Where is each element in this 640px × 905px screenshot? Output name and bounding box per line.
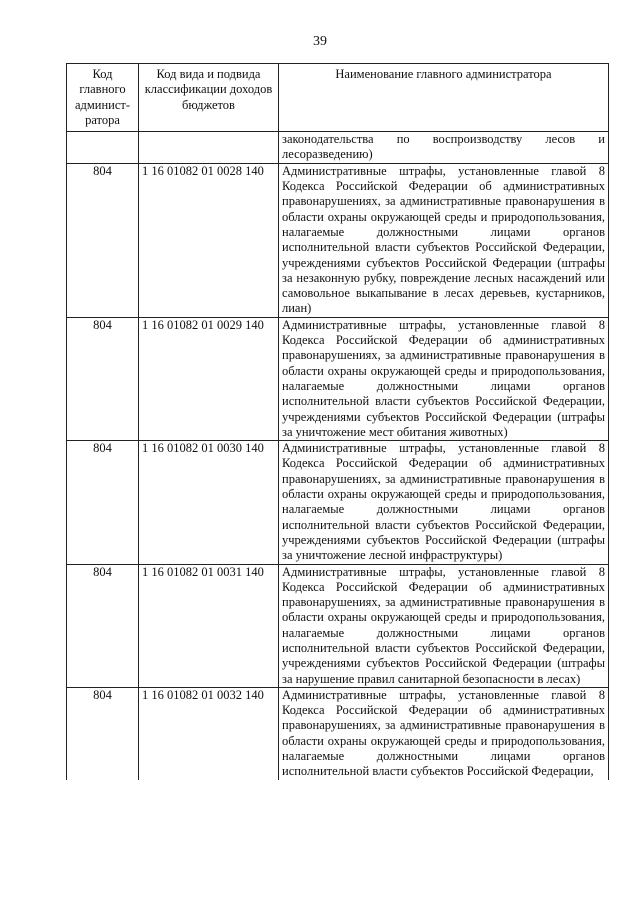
table-header-row: [67, 64, 609, 132]
header-admin-code: Код главного админист-ратора: [67, 64, 139, 132]
table-row: [67, 317, 609, 440]
admin-name-cell: Административные штрафы, установленные главой 8 Кодекса Российской Федерации об административных правонарушениях, за административные правонарушения в области охраны окружающей среды и природопользования, налагаемые должностными лицами органов исполнительной власти субъектов Российской Федерации, учреждениями субъектов Российской Федерации (штрафы за уничтожение лесной инфраструктуры): [279, 441, 609, 564]
revenue-code-cell: 1 16 01082 01 0032 140: [139, 687, 279, 779]
revenue-code-cell: 1 16 01082 01 0029 140: [139, 317, 279, 440]
revenue-code-cell: 1 16 01082 01 0031 140: [139, 564, 279, 687]
table-row: [67, 163, 609, 317]
header-admin-name: Наименование главного администратора: [279, 64, 609, 132]
admin-name-cell: Административные штрафы, установленные главой 8 Кодекса Российской Федерации об административных правонарушениях, за административные правонарушения в области охраны окружающей среды и природопользования, налагаемые должностными лицами органов исполнительной власти субъектов Российской Федерации, учреждениями субъектов Российской Федерации (штрафы за нарушение правил санитарной безопасности в лесах): [279, 564, 609, 687]
revenue-classification-table: [66, 63, 609, 780]
table-row: [67, 441, 609, 564]
admin-code-cell: [67, 132, 139, 164]
table-row: [67, 132, 609, 164]
admin-code-cell: 804: [67, 564, 139, 687]
revenue-code-cell: 1 16 01082 01 0028 140: [139, 163, 279, 317]
revenue-code-cell: [139, 132, 279, 164]
admin-code-cell: 804: [67, 317, 139, 440]
admin-code-cell: 804: [67, 163, 139, 317]
admin-code-cell: 804: [67, 441, 139, 564]
table-row: [67, 687, 609, 779]
revenue-code-cell: 1 16 01082 01 0030 140: [139, 441, 279, 564]
page-number: 39: [313, 34, 327, 49]
admin-name-cell: Административные штрафы, установленные главой 8 Кодекса Российской Федерации об административных правонарушениях, за административные правонарушения в области охраны окружающей среды и природопользования, налагаемые должностными лицами органов исполнительной власти субъектов Российской Федерации,: [279, 687, 609, 779]
admin-name-cell: законодательства по воспроизводству лесов и лесоразведению): [279, 132, 609, 164]
admin-name-cell: Административные штрафы, установленные главой 8 Кодекса Российской Федерации об административных правонарушениях, за административные правонарушения в области охраны окружающей среды и природопользования, налагаемые должностными лицами органов исполнительной власти субъектов Российской Федерации, учреждениями субъектов Российской Федерации (штрафы за незаконную рубку, повреждение лесных насаждений или самовольное выкапывание в лесах деревьев, кустарников, лиан): [279, 163, 609, 317]
header-revenue-code: Код вида и подвида классификации доходов бюджетов: [139, 64, 279, 132]
table-row: [67, 564, 609, 687]
admin-code-cell: 804: [67, 687, 139, 779]
admin-name-cell: Административные штрафы, установленные главой 8 Кодекса Российской Федерации об административных правонарушениях, за административные правонарушения в области охраны окружающей среды и природопользования, налагаемые должностными лицами органов исполнительной власти субъектов Российской Федерации, учреждениями субъектов Российской Федерации (штрафы за уничтожение мест обитания животных): [279, 317, 609, 440]
